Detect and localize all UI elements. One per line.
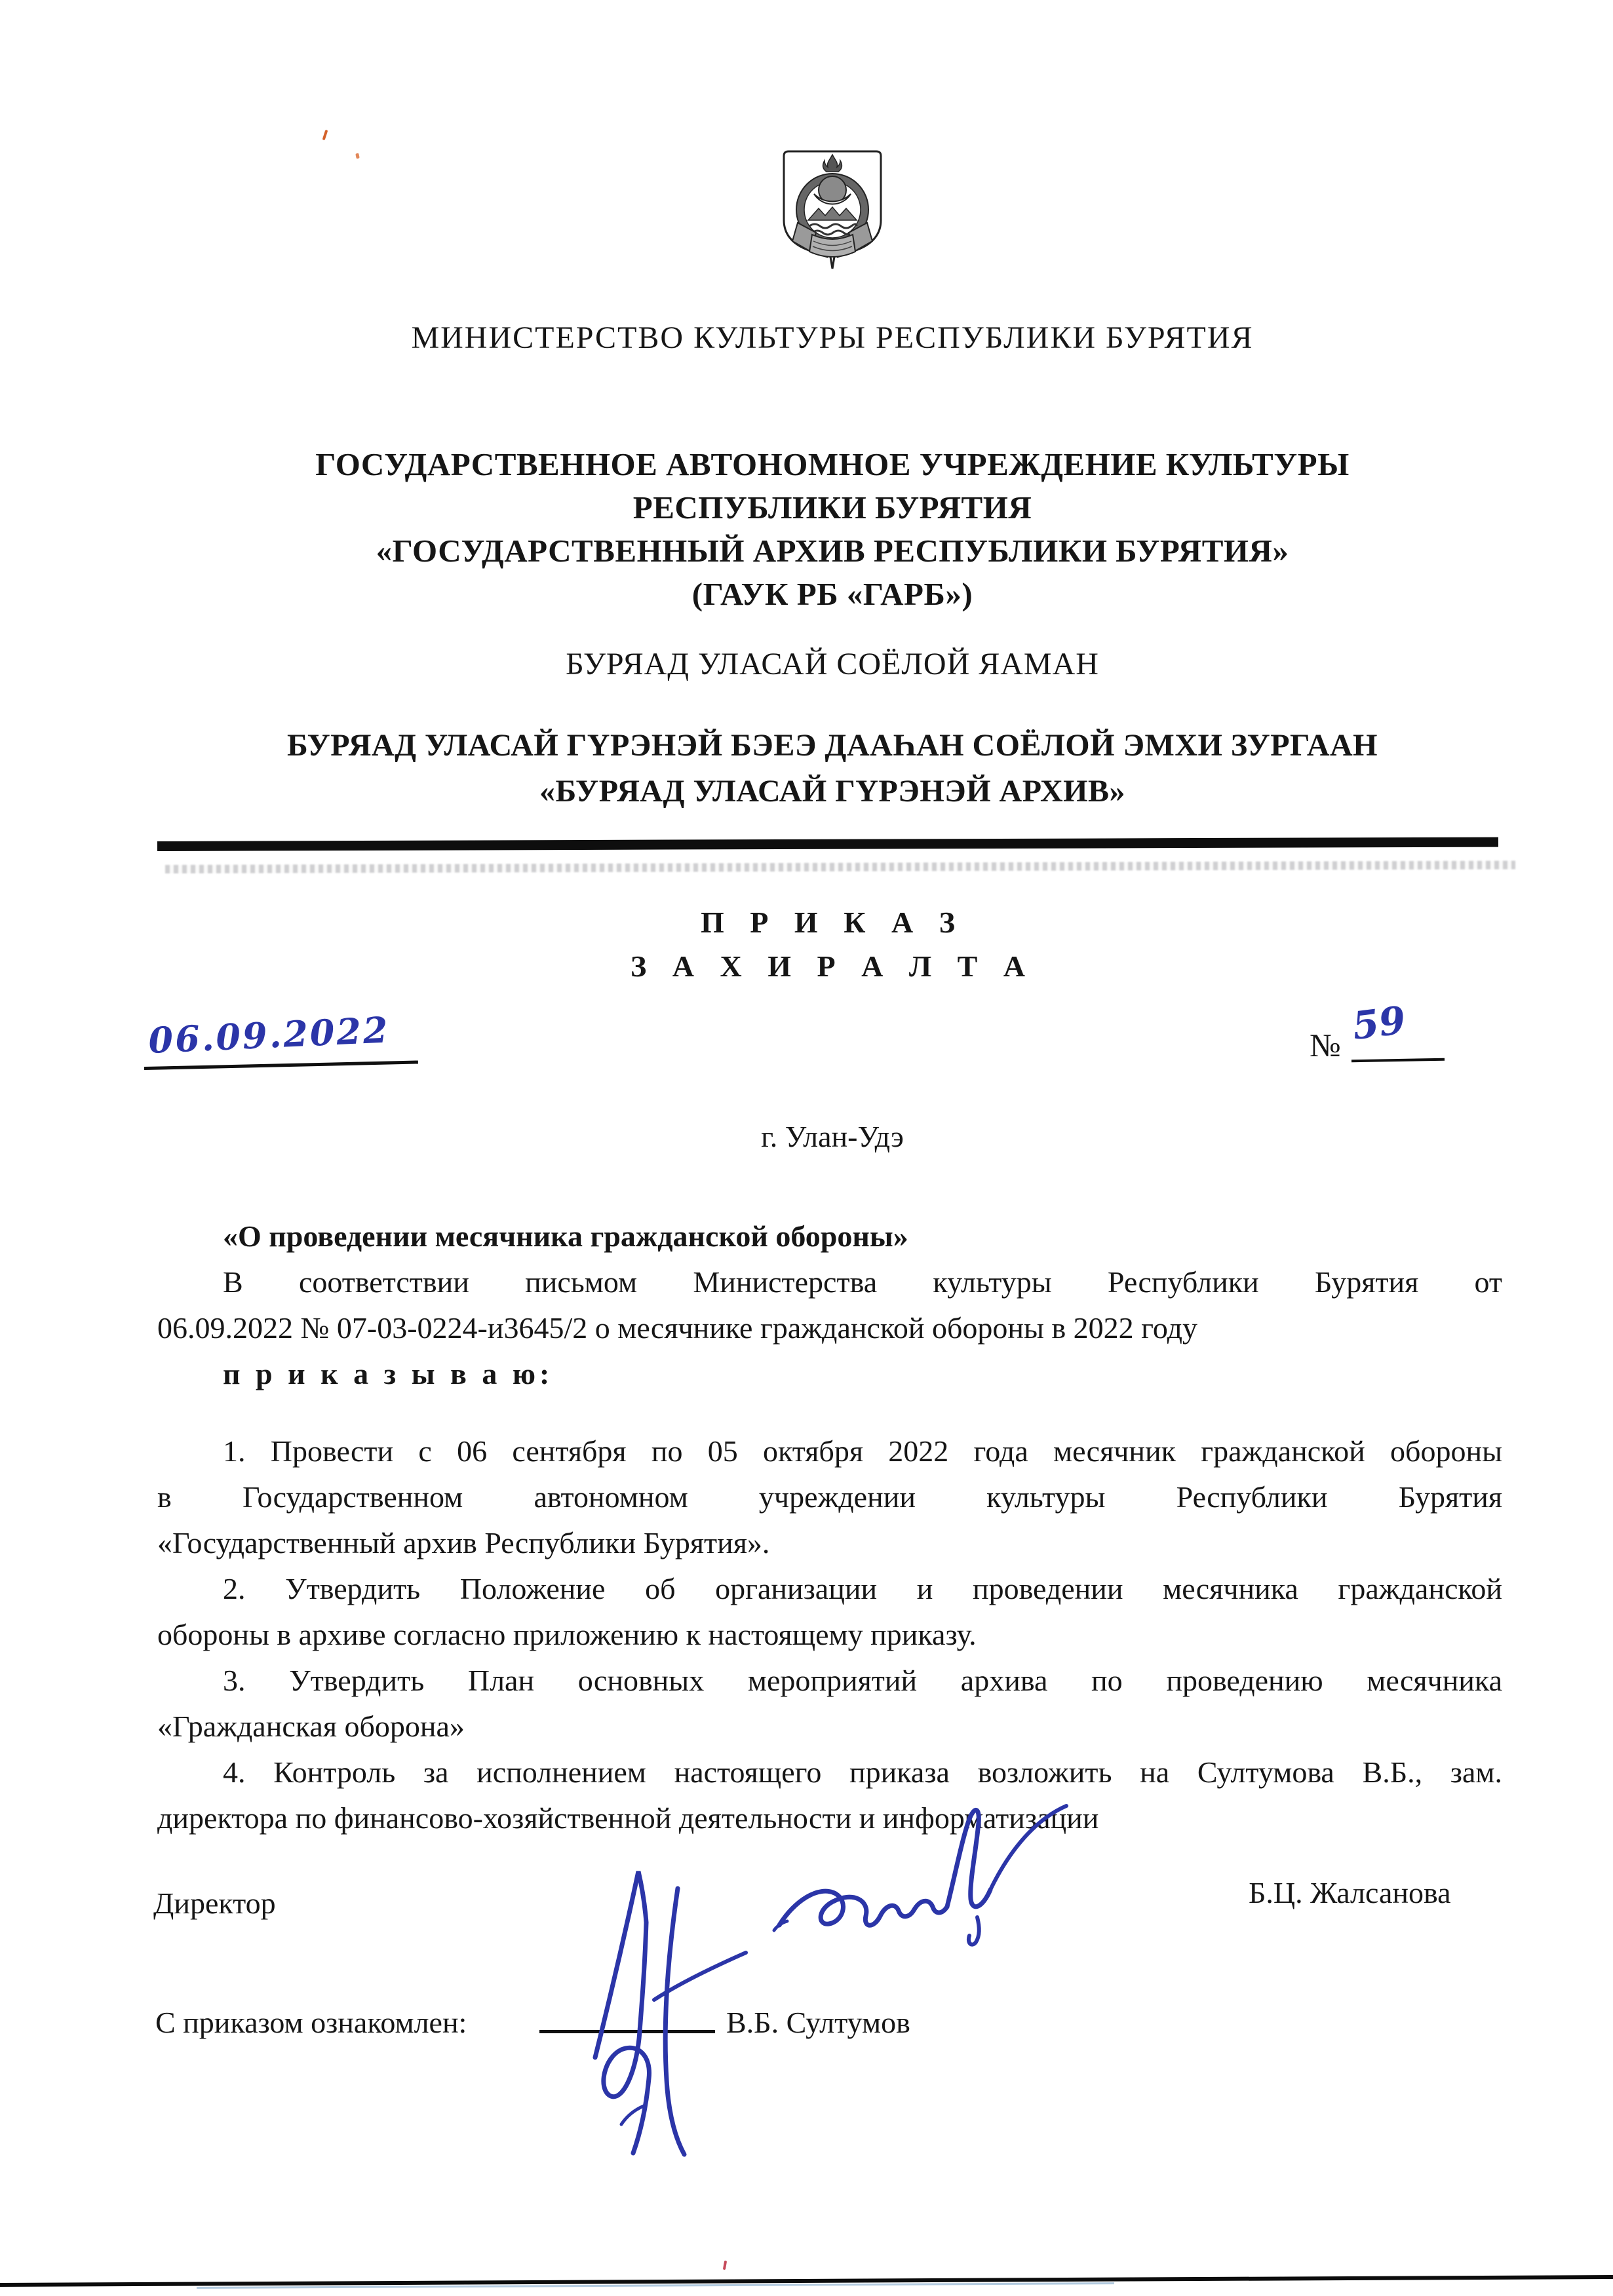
org-name-line-4: (ГАУК РБ «ГАРБ»)	[691, 576, 973, 612]
buryatia-coat-of-arms-emblem	[782, 149, 883, 274]
body-line-item3: 3. Утвердить План основных мероприятий архива по проведению месячника	[223, 1664, 1502, 1697]
director-signature	[770, 1797, 1072, 1954]
body-line-item1: 1. Провести с 06 сентября по 05 октября 2022 года месячник гражданской обороны	[223, 1434, 1502, 1468]
handwritten-date: 06.09.2022	[147, 1008, 391, 1062]
order-word-buryat: З А Х И Р А Л Т А	[631, 949, 1034, 983]
body-line: В соответствии письмом Министерства культуры Республики Бурятия от	[223, 1265, 1502, 1299]
buryat-ministry-title: БУРЯАД УЛАСАЙ СОЁЛОЙ ЯАМАН	[566, 647, 1099, 681]
scan-speck	[723, 2261, 727, 2270]
ministry-title: МИНИСТЕРСТВО КУЛЬТУРЫ РЕСПУБЛИКИ БУРЯТИЯ	[411, 320, 1254, 355]
scan-speck	[355, 153, 360, 159]
date-underline	[144, 1061, 418, 1070]
acknowledged-signature	[558, 1860, 755, 2161]
number-sign: №	[1310, 1027, 1341, 1063]
body-line: «Гражданская оборона»	[157, 1710, 465, 1743]
order-body	[157, 1214, 1502, 1841]
order-subject: «О проведении месячника гражданской обороны»	[223, 1219, 908, 1253]
body-line: в Государственном автономном учреждении культуры Республики Бурятия	[157, 1480, 1502, 1514]
body-line: «Государственный архив Республики Бурятия».	[157, 1526, 770, 1559]
director-name: Б.Ц. Жалсанова	[1249, 1876, 1451, 1909]
separator-scan-echo	[165, 861, 1515, 873]
body-line: обороны в архиве согласно приложению к настоящему приказу.	[157, 1618, 977, 1651]
director-label: Директор	[153, 1886, 276, 1920]
letterhead-separator-bar	[157, 837, 1498, 851]
body-line: 06.09.2022 № 07-03-0224-и3645/2 о месячнике гражданской обороны в 2022 году	[157, 1311, 1197, 1345]
org-name-line-1: ГОСУДАРСТВЕННОЕ АВТОНОМНОЕ УЧРЕЖДЕНИЕ КУЛЬТУРЫ	[315, 446, 1350, 482]
buryat-org-name-line-1: БУРЯАД УЛАСАЙ ГҮРЭНЭЙ БЭЕЭ ДААҺАН СОЁЛОЙ ЭМХИ ЗУРГААН	[287, 728, 1378, 763]
scan-speck	[322, 130, 328, 140]
order-word-russian: П Р И К А З	[700, 906, 964, 939]
acknowledged-name: В.Б. Султумов	[726, 2006, 910, 2039]
handwritten-order-number: 59	[1350, 997, 1409, 1048]
number-underline	[1351, 1058, 1445, 1062]
city-line: г. Улан-Удэ	[761, 1120, 904, 1153]
org-name-line-3: «ГОСУДАРСТВЕННЫЙ АРХИВ РЕСПУБЛИКИ БУРЯТИЯ»	[376, 533, 1289, 569]
body-line-item4: 4. Контроль за исполнением настоящего приказа возложить на Султумова В.Б., зам.	[223, 1755, 1502, 1789]
buryat-org-name-line-2: «БУРЯАД УЛАСАЙ ГҮРЭНЭЙ АРХИВ»	[539, 774, 1125, 809]
body-line: директора по финансово-хозяйственной деятельности и информатизации	[157, 1801, 1099, 1835]
decree-word: п р и к а з ы в а ю:	[223, 1357, 554, 1390]
body-line-item2: 2. Утвердить Положение об организации и проведении месячника гражданской	[223, 1572, 1502, 1605]
acknowledged-label: С приказом ознакомлен:	[155, 2006, 467, 2039]
org-name-line-2: РЕСПУБЛИКИ БУРЯТИЯ	[632, 489, 1032, 526]
